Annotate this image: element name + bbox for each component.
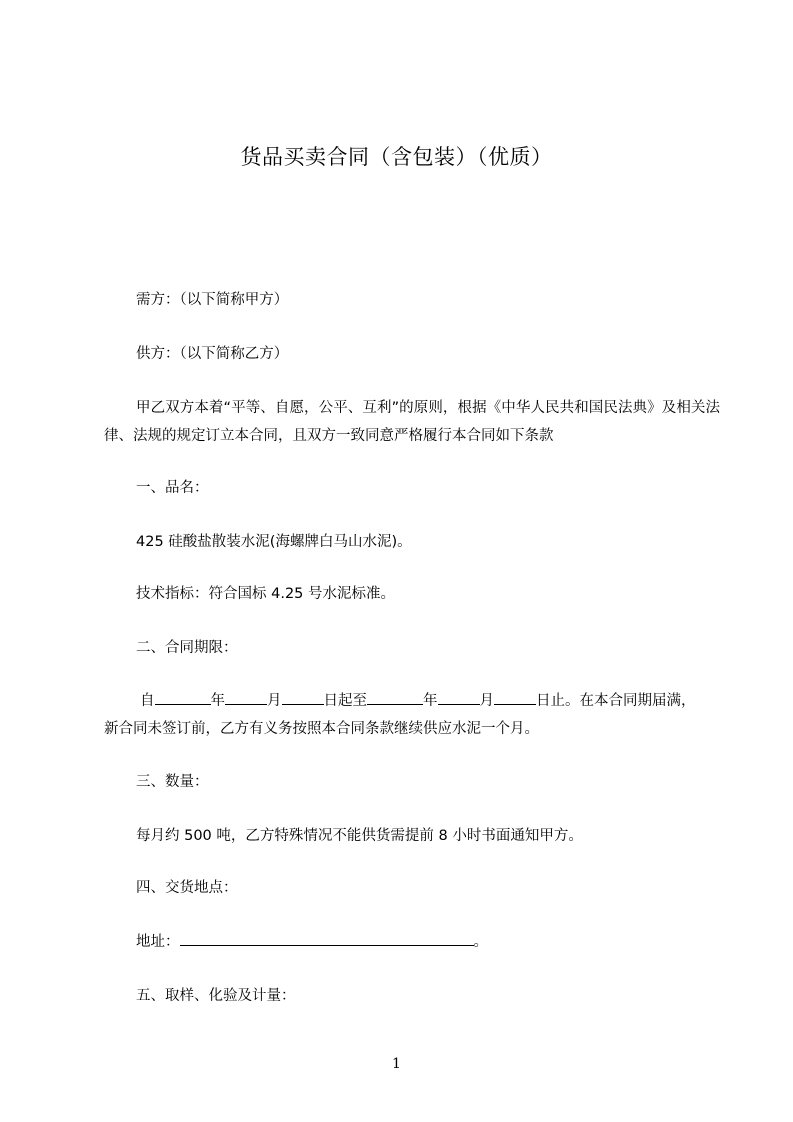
page-number: 1: [392, 1056, 401, 1072]
product-item: 425 硅酸盐散装水泥(海螺牌白马山水泥)。: [136, 534, 412, 550]
term-month-1: 月: [267, 693, 282, 709]
term-month-2: 月: [479, 693, 494, 709]
blank-start-year: [155, 690, 211, 705]
blank-end-year: [367, 690, 423, 705]
delivery-address-line: [136, 928, 756, 956]
term-year-1: 年: [210, 693, 225, 709]
section-product-heading: 一、品名：: [136, 480, 209, 496]
address-end: 。: [473, 934, 488, 950]
address-label: 地址：: [136, 934, 180, 950]
section-delivery-heading: 四、交货地点：: [136, 880, 238, 896]
seller-line: 供方：（以下简称乙方）: [136, 346, 289, 362]
term-day-from-to: 日起至: [323, 693, 367, 709]
section-quantity-heading: 三、数量：: [136, 774, 209, 790]
term-from: 自: [140, 693, 155, 709]
section-sampling-heading: 五、取样、化验及计量：: [136, 988, 296, 1004]
document-title: 货品买卖合同（含包装）（优质）: [240, 145, 553, 169]
buyer-line: 需方：（以下简称甲方）: [136, 292, 289, 308]
section-term-heading: 二、合同期限：: [136, 640, 238, 656]
product-spec: 技术指标：符合国标 4.25 号水泥标准。: [136, 586, 396, 602]
blank-start-month: [225, 690, 267, 705]
term-day-end: 日止。在本合同期届满，: [536, 693, 696, 709]
address-blank: [180, 931, 474, 946]
term-line-1: [140, 687, 760, 715]
term-line-2: 新合同未签订前，乙方有义务按照本合同条款继续供应水泥一个月。: [104, 721, 539, 737]
blank-end-day: [494, 690, 536, 705]
blank-start-day: [282, 690, 324, 705]
preamble-paragraph: 甲乙双方本着“平等、自愿，公平、互利”的原则，根据《中华人民共和国民法典》及相关法律、法规的规定订立本合同，且双方一致同意严格履行本合同如下条款: [104, 400, 720, 444]
quantity-text: 每月约 500 吨，乙方特殊情况不能供货需提前 8 小时书面通知甲方。: [136, 828, 583, 844]
blank-end-month: [438, 690, 480, 705]
term-year-2: 年: [423, 693, 438, 709]
